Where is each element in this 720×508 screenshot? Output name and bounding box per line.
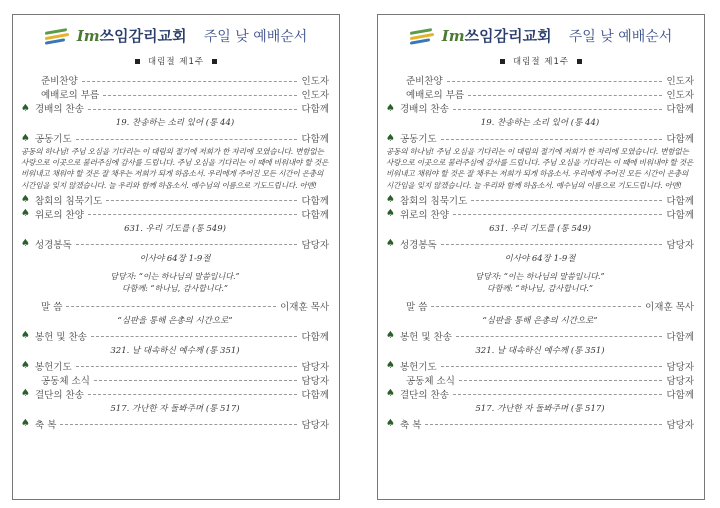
program-item: ♠ 성경봉독 담당자 [21, 238, 329, 251]
spade-bullet-icon: ♠ [386, 418, 395, 430]
program-item: ♠ 참회의 침묵기도 다함께 [21, 194, 329, 207]
spade-bullet-icon: ♠ [21, 418, 30, 430]
program-item: ♠ 봉헌기도 담당자 [386, 360, 694, 373]
spade-bullet-icon: ♠ [21, 330, 30, 342]
spade-bullet-icon: ♠ [21, 238, 30, 250]
hymn-number: 19. 찬송하는 소리 있어 (통 44) [480, 118, 600, 128]
program-item: ♠ 위로의 찬양 다함께 [386, 208, 694, 221]
program-item: 공동체 소식 담당자 [406, 375, 694, 387]
response-all: 다함께: “하나님, 감사합니다.” [486, 283, 594, 293]
program-item: ♠ 결단의 찬송 다함께 [21, 388, 329, 401]
spade-bullet-icon: ♠ [21, 208, 30, 220]
spade-bullet-icon: ♠ [386, 238, 395, 250]
hymn-number: 631. 우리 기도를 (통 549) [489, 223, 591, 234]
spade-bullet-icon: ♠ [386, 330, 395, 342]
program-list [386, 73, 694, 431]
program-item: ♠ 경배의 찬송 다함께 [21, 102, 329, 115]
stripe-logo-icon [45, 28, 71, 44]
week-label: 대림절 제1주 [378, 55, 704, 67]
hymn-number: 321. 날 대속하신 예수께 (통 351) [110, 345, 240, 356]
spade-bullet-icon: ♠ [21, 194, 30, 206]
common-prayer-text: 공동의 하나님! 주님 오심을 기다리는 이 대림의 절기에 저희가 한 자리에 모였습니다. 변함없는 사랑으로 이곳으로 불러주심에 감사를 드립니다. 주님 오심을 기다리는 이 때에 비워내야 할 것은 비워내고 채워야 할 것은 잘 채우는 저희가 되게 하옵소서. 우리에게 주어진 모든 시간이 은총의 시간임을 잊지 않겠습니다. 늘 우리와 함께 하옵소서. 예수님의 이름으로 기도드립니다. 아멘! [386, 147, 694, 190]
spade-bullet-icon: ♠ [386, 102, 395, 114]
bulletin-header [378, 25, 704, 53]
hymn-number: 19. 찬송하는 소리 있어 (통 44) [115, 118, 235, 128]
program-item: ♠ 봉헌 및 찬송 다함께 [21, 330, 329, 343]
program-item: 말 씀 이재훈 목사 [41, 301, 329, 313]
church-name: Im쓰임감리교회 [76, 27, 187, 45]
program-item: ♠ 공동기도 다함께 [21, 132, 329, 145]
service-title: 주일 낮 예배순서 [568, 28, 673, 45]
bulletin-header [13, 25, 339, 53]
church-name: Im쓰임감리교회 [441, 27, 552, 45]
bulletin-page-right [377, 14, 705, 500]
program-item: 준비찬양 인도자 [406, 76, 694, 87]
program-item: 말 씀 이재훈 목사 [406, 301, 694, 313]
program-item: ♠ 경배의 찬송 다함께 [386, 102, 694, 115]
program-item: ♠ 봉헌 및 찬송 다함께 [386, 330, 694, 343]
program-item: ♠ 공동기도 다함께 [386, 132, 694, 145]
response-all: 다함께: “하나님, 감사합니다.” [121, 283, 229, 293]
program-item: 예배로의 부름 인도자 [41, 90, 329, 101]
program-item: ♠ 참회의 침묵기도 다함께 [386, 194, 694, 207]
spade-bullet-icon: ♠ [386, 194, 395, 206]
program-item: ♠ 결단의 찬송 다함께 [386, 388, 694, 401]
hymn-number: 321. 날 대속하신 예수께 (통 351) [475, 345, 605, 356]
stripe-logo-icon [410, 28, 436, 44]
program-item: 준비찬양 인도자 [41, 76, 329, 87]
program-item: ♠ 축 복 담당자 [386, 418, 694, 431]
hymn-number: 631. 우리 기도를 (통 549) [124, 223, 226, 234]
program-item: ♠ 위로의 찬양 다함께 [21, 208, 329, 221]
scripture-reference: 이사야 64장 1-9절 [139, 253, 211, 264]
hymn-number: 517. 가난한 자 돌봐주며 (통 517) [475, 403, 605, 414]
common-prayer-text: 공동의 하나님! 주님 오심을 기다리는 이 대림의 절기에 저희가 한 자리에 모였습니다. 변함없는 사랑으로 이곳으로 불러주심에 감사를 드립니다. 주님 오심을 기다리는 이 때에 비워내야 할 것은 비워내고 채워야 할 것은 잘 채우는 저희가 되게 하옵소서. 우리에게 주어진 모든 시간이 은총의 시간임을 잊지 않겠습니다. 늘 우리와 함께 하옵소서. 예수님의 이름으로 기도드립니다. 아멘! [21, 147, 329, 190]
bulletin-page-left [12, 14, 340, 500]
program-item: ♠ 축 복 담당자 [21, 418, 329, 431]
spade-bullet-icon: ♠ [386, 388, 395, 400]
response-leader: 담당자: “이는 하나님의 말씀입니다.” [110, 271, 240, 281]
program-list [21, 73, 329, 431]
spade-bullet-icon: ♠ [386, 360, 395, 372]
program-item: 예배로의 부름 인도자 [406, 90, 694, 101]
week-label: 대림절 제1주 [13, 55, 339, 67]
spade-bullet-icon: ♠ [386, 132, 395, 144]
sermon-title: “심판을 통해 은총의 시간으로” [482, 315, 598, 326]
spade-bullet-icon: ♠ [21, 360, 30, 372]
spade-bullet-icon: ♠ [21, 388, 30, 400]
response-leader: 담당자: “이는 하나님의 말씀입니다.” [475, 271, 605, 281]
sermon-title: “심판을 통해 은총의 시간으로” [117, 315, 233, 326]
spade-bullet-icon: ♠ [386, 208, 395, 220]
spade-bullet-icon: ♠ [21, 132, 30, 144]
program-item: ♠ 봉헌기도 담당자 [21, 360, 329, 373]
program-item: 공동체 소식 담당자 [41, 375, 329, 387]
scripture-reference: 이사야 64장 1-9절 [504, 253, 576, 264]
program-item: ♠ 성경봉독 담당자 [386, 238, 694, 251]
service-title: 주일 낮 예배순서 [203, 28, 308, 45]
spade-bullet-icon: ♠ [21, 102, 30, 114]
hymn-number: 517. 가난한 자 돌봐주며 (통 517) [110, 403, 240, 414]
